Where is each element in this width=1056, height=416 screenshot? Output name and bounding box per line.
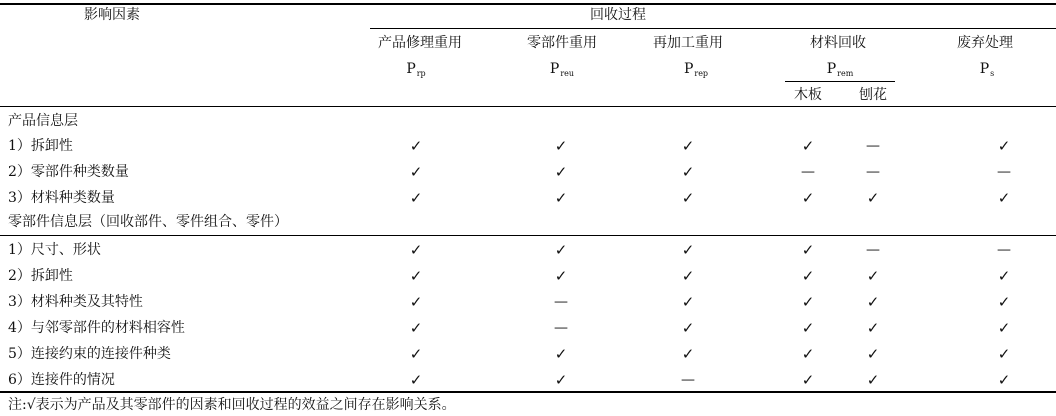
section-title: 零部件信息层（回收部件、零件组合、零件） [8, 214, 288, 230]
check-mark: ✓ [801, 189, 815, 207]
check-mark: ✓ [409, 189, 423, 207]
col-header-material: 材料回收 [810, 35, 866, 51]
check-mark: ✓ [866, 189, 880, 207]
check-mark: ✓ [997, 137, 1011, 155]
factors-header: 影响因素 [84, 7, 140, 23]
section2-rule [0, 235, 1056, 236]
check-mark: ✓ [801, 293, 815, 311]
process-header: 回收过程 [590, 7, 646, 23]
check-mark: ✓ [866, 319, 880, 337]
symbol-reuse: $P_{reu}$ [549, 61, 575, 78]
check-mark: ✓ [801, 371, 815, 389]
check-mark: ✓ [554, 189, 568, 207]
symbol-material: $P_{rem}$ [826, 61, 854, 78]
check-mark: ✓ [997, 319, 1011, 337]
subcol-wood-board: 木板 [794, 87, 822, 103]
row-label: 2）零部件种类数量 [8, 164, 129, 180]
check-mark: ✓ [681, 137, 695, 155]
check-mark: ✓ [681, 267, 695, 285]
check-mark: ✓ [997, 293, 1011, 311]
check-mark: ✓ [866, 267, 880, 285]
footnote: 注:√表示为产品及其零部件的因素和回收过程的效益之间存在影响关系。 [8, 397, 456, 413]
check-mark: ✓ [409, 319, 423, 337]
check-mark: ✓ [997, 267, 1011, 285]
dash-mark: — [866, 138, 880, 154]
check-mark: ✓ [681, 293, 695, 311]
check-mark: ✓ [681, 163, 695, 181]
header-bottom-rule [0, 106, 1056, 107]
dash-mark: — [866, 242, 880, 258]
row-label: 4）与邻零部件的材料相容性 [8, 320, 185, 336]
check-mark: ✓ [554, 345, 568, 363]
check-mark: ✓ [409, 345, 423, 363]
check-mark: ✓ [409, 163, 423, 181]
check-mark: ✓ [409, 293, 423, 311]
check-mark: ✓ [681, 189, 695, 207]
symbol-remanufacture: $P_{rep}$ [683, 61, 709, 78]
check-mark: ✓ [997, 371, 1011, 389]
check-mark: ✓ [997, 345, 1011, 363]
bottom-rule [0, 391, 1056, 393]
check-mark: ✓ [554, 241, 568, 259]
dash-mark: — [554, 320, 568, 336]
dash-mark: — [681, 372, 695, 388]
check-mark: ✓ [554, 371, 568, 389]
check-mark: ✓ [997, 189, 1011, 207]
col-header-reuse: 零部件重用 [527, 35, 597, 51]
check-mark: ✓ [409, 267, 423, 285]
row-label: 5）连接约束的连接件种类 [8, 346, 171, 362]
subcol-shavings: 刨花 [859, 87, 887, 103]
dash-mark: — [554, 294, 568, 310]
check-mark: ✓ [866, 293, 880, 311]
row-label: 2）拆卸性 [8, 268, 73, 284]
dash-mark: — [866, 164, 880, 180]
row-label: 3）材料种类数量 [8, 190, 115, 206]
row-label: 1）尺寸、形状 [8, 242, 101, 258]
check-mark: ✓ [554, 137, 568, 155]
symbol-disposal: $P_s$ [979, 61, 995, 78]
process-rule [370, 28, 1056, 29]
dash-mark: — [997, 242, 1011, 258]
col-header-repair: 产品修理重用 [378, 35, 462, 51]
symbol-repair: $P_{rp}$ [406, 61, 426, 78]
check-mark: ✓ [866, 345, 880, 363]
check-mark: ✓ [554, 163, 568, 181]
section-title: 产品信息层 [8, 113, 78, 129]
dash-mark: — [997, 164, 1011, 180]
check-mark: ✓ [681, 345, 695, 363]
row-label: 6）连接件的情况 [8, 372, 115, 388]
check-mark: ✓ [866, 371, 880, 389]
row-label: 3）材料种类及其特性 [8, 294, 143, 310]
check-mark: ✓ [409, 241, 423, 259]
top-rule [0, 3, 1056, 5]
check-mark: ✓ [681, 241, 695, 259]
check-mark: ✓ [801, 137, 815, 155]
check-mark: ✓ [409, 371, 423, 389]
check-mark: ✓ [801, 319, 815, 337]
row-label: 1）拆卸性 [8, 138, 73, 154]
col-header-remanufacture: 再加工重用 [653, 35, 723, 51]
check-mark: ✓ [409, 137, 423, 155]
check-mark: ✓ [801, 241, 815, 259]
dash-mark: — [801, 164, 815, 180]
check-mark: ✓ [801, 267, 815, 285]
check-mark: ✓ [681, 319, 695, 337]
check-mark: ✓ [801, 345, 815, 363]
check-mark: ✓ [554, 267, 568, 285]
col-header-disposal: 废弃处理 [957, 35, 1013, 51]
